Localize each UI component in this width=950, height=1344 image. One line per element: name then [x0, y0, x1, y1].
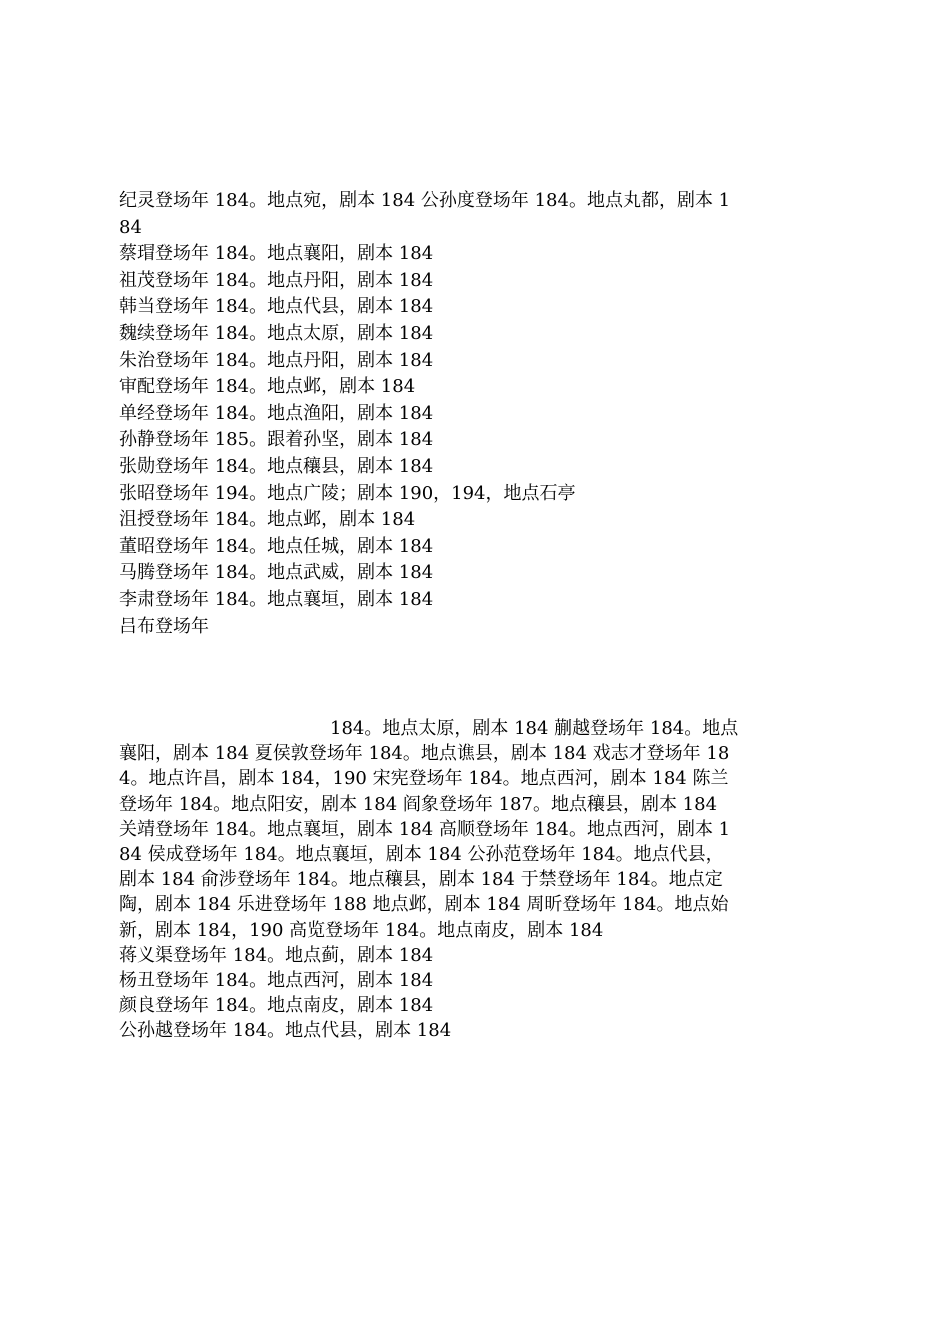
text-line: 李肃登场年 184。地点襄垣，剧本 184: [119, 588, 434, 610]
text-line: 登场年 184。地点阳安，剧本 184 阎象登场年 187。地点穰县，剧本 184: [119, 793, 718, 815]
text-line: 沮授登场年 184。地点邺，剧本 184: [119, 509, 416, 531]
text-line: 吕布登场年: [119, 615, 209, 637]
text-line: 84 侯成登场年 184。地点襄垣，剧本 184 公孙范登场年 184。地点代县，: [119, 844, 724, 866]
text-line: 新，剧本 184，190 高览登场年 184。地点南皮，剧本 184: [119, 919, 604, 941]
text-line: 魏续登场年 184。地点太原，剧本 184: [119, 322, 434, 344]
text-line: 董昭登场年 184。地点任城，剧本 184: [119, 535, 434, 557]
text-line: 关靖登场年 184。地点襄垣，剧本 184 高顺登场年 184。地点西河，剧本 1: [119, 818, 731, 840]
text-line: 84: [119, 216, 142, 238]
text-block-upper: [119, 188, 779, 640]
text-line: 4。地点许昌，剧本 184，190 宋宪登场年 184。地点西河，剧本 184 陈兰: [119, 768, 729, 790]
text-line: 韩当登场年 184。地点代县，剧本 184: [119, 296, 434, 318]
text-line: 公孙越登场年 184。地点代县，剧本 184: [119, 1020, 452, 1042]
text-line: 审配登场年 184。地点邺，剧本 184: [119, 376, 416, 398]
text-line: 蔡瑁登场年 184。地点襄阳，剧本 184: [119, 243, 434, 265]
text-line: 剧本 184 俞涉登场年 184。地点穰县，剧本 184 于禁登场年 184。地点定: [119, 869, 723, 891]
text-line: 颜良登场年 184。地点南皮，剧本 184: [119, 995, 434, 1017]
text-line: 张勋登场年 184。地点穰县，剧本 184: [119, 455, 434, 477]
text-line: 朱治登场年 184。地点丹阳，剧本 184: [119, 349, 434, 371]
text-line: 杨丑登场年 184。地点西河，剧本 184: [119, 970, 434, 992]
text-line: 蒋义渠登场年 184。地点蓟，剧本 184: [119, 944, 434, 966]
text-line: 张昭登场年 194。地点广陵；剧本 190，194，地点石亭: [119, 482, 576, 504]
text-line: 纪灵登场年 184。地点宛，剧本 184 公孙度登场年 184。地点丸都，剧本 1: [119, 190, 731, 211]
text-line: 祖茂登场年 184。地点丹阳，剧本 184: [119, 269, 434, 291]
text-line: 184。地点太原，剧本 184 蒯越登场年 184。地点: [330, 718, 739, 739]
text-line: 单经登场年 184。地点渔阳，剧本 184: [119, 402, 434, 424]
text-line: 马腾登场年 184。地点武威，剧本 184: [119, 562, 434, 584]
text-line: 襄阳，剧本 184 夏侯敦登场年 184。地点谯县，剧本 184 戏志才登场年 18: [119, 743, 730, 765]
text-line: 孙静登场年 185。跟着孙坚，剧本 184: [119, 429, 434, 451]
text-line: 陶，剧本 184 乐进登场年 188 地点邺，剧本 184 周昕登场年 184。地点始: [119, 894, 729, 916]
text-block-lower: [119, 716, 779, 1044]
